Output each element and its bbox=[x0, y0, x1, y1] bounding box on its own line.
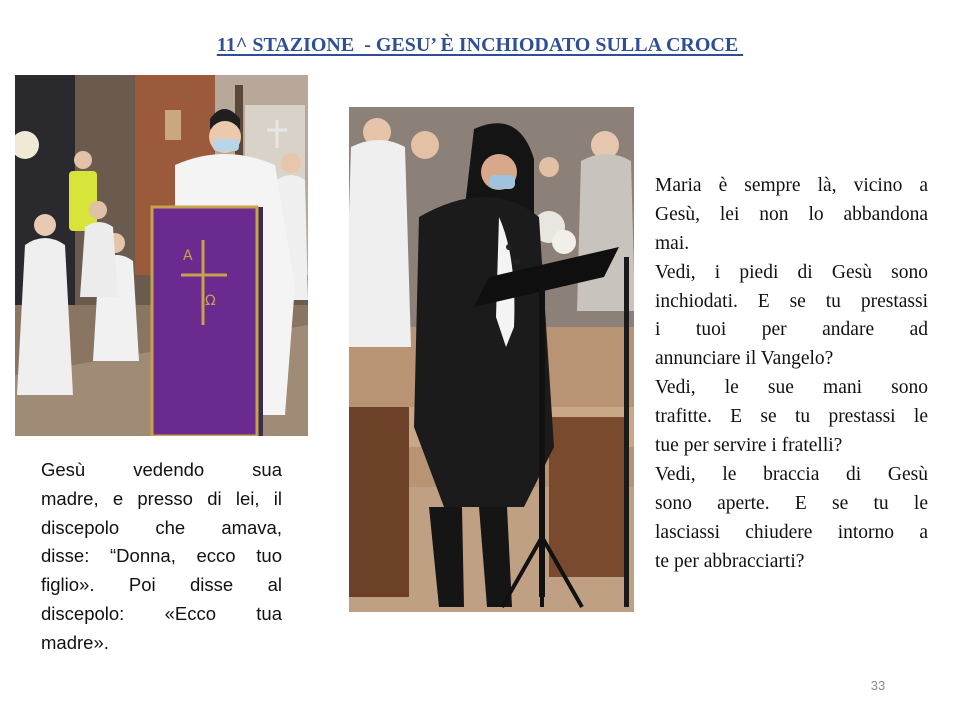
gospel-passage-line: figlio». Poi disse al bbox=[41, 574, 282, 596]
meditation-line: mai. bbox=[655, 232, 690, 254]
photo-woman-at-lectern-image bbox=[349, 107, 634, 612]
photo-woman-at-lectern bbox=[349, 107, 634, 612]
meditation-line: Vedi, le sue mani sono bbox=[655, 377, 928, 399]
gospel-passage-line: Gesù vedendo sua bbox=[41, 459, 282, 480]
meditation-line: tue per servire i fratelli? bbox=[655, 435, 843, 457]
gospel-passage-line: madre, e presso di lei, il bbox=[41, 487, 282, 509]
gospel-passage-line: discepolo: «Ecco tua bbox=[41, 602, 282, 624]
meditation-line: Gesù, lei non lo abbandona bbox=[655, 203, 928, 225]
slide-title: 11^ STAZIONE - GESU’ È INCHIODATO SULLA CROCE bbox=[216, 34, 744, 56]
gospel-passage-line: discepolo che amava, bbox=[41, 516, 282, 538]
meditation-line: i tuoi per andare ad bbox=[655, 319, 928, 341]
photo-reader-at-ambo bbox=[15, 75, 308, 436]
meditation-line: inchiodati. E se tu prestassi bbox=[655, 290, 928, 312]
meditation-line: Maria è sempre là, vicino a bbox=[655, 175, 928, 196]
gospel-passage-line: madre». bbox=[41, 631, 109, 653]
meditation-line: trafitte. E se tu prestassi le bbox=[655, 406, 928, 428]
page-number: 33 bbox=[870, 678, 886, 693]
meditation-text bbox=[655, 172, 928, 576]
meditation-line: Vedi, le braccia di Gesù bbox=[655, 463, 928, 485]
photo-reader-at-ambo-image bbox=[15, 75, 308, 436]
meditation-line: annunciare il Vangelo? bbox=[655, 348, 834, 370]
meditation-line: lasciassi chiudere intorno a bbox=[655, 521, 928, 543]
meditation-line: Vedi, i piedi di Gesù sono bbox=[655, 261, 928, 283]
svg-text:Ω: Ω bbox=[205, 293, 216, 309]
gospel-passage-line: disse: “Donna, ecco tuo bbox=[41, 545, 282, 567]
svg-text:Α: Α bbox=[183, 248, 193, 264]
meditation-line: te per abbracciarti? bbox=[655, 550, 805, 572]
meditation-line: sono aperte. E se tu le bbox=[655, 492, 928, 514]
gospel-passage-text bbox=[41, 456, 282, 658]
